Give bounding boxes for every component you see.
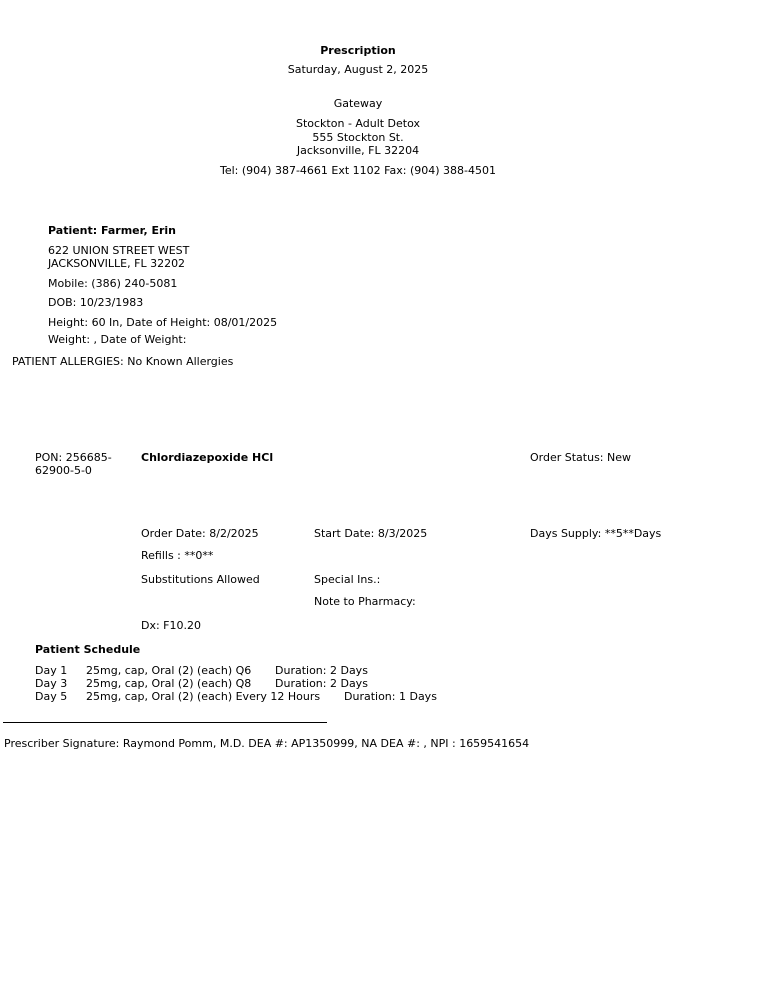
schedule-day: Day 3 — [35, 677, 68, 690]
substitutions: Substitutions Allowed — [141, 573, 260, 586]
drug-name: Chlordiazepoxide HCl — [141, 451, 274, 464]
days-supply: Days Supply: **5**Days — [530, 527, 662, 540]
schedule-day: Day 5 — [35, 690, 68, 703]
pon-label-line2: 62900-5-0 — [35, 464, 92, 477]
schedule-title: Patient Schedule — [35, 643, 141, 656]
order-status: Order Status: New — [530, 451, 632, 464]
patient-name: Patient: Farmer, Erin — [48, 224, 176, 237]
patient-height: Height: 60 In, Date of Height: 08/01/2025 — [48, 316, 278, 329]
start-date: Start Date: 8/3/2025 — [314, 527, 428, 540]
patient-address-line1: 622 UNION STREET WEST — [48, 244, 190, 257]
facility-name: Stockton - Adult Detox — [295, 117, 421, 130]
refills: Refills : **0** — [141, 549, 214, 562]
schedule-dose: 25mg, cap, Oral (2) (each) Q6 — [86, 664, 252, 677]
schedule-duration: Duration: 1 Days — [344, 690, 437, 703]
order-date: Order Date: 8/2/2025 — [141, 527, 259, 540]
patient-dob: DOB: 10/23/1983 — [48, 296, 144, 309]
note-to-pharmacy: Note to Pharmacy: — [314, 595, 416, 608]
facility-city: Jacksonville, FL 32204 — [296, 144, 420, 157]
schedule-duration: Duration: 2 Days — [275, 664, 368, 677]
patient-mobile: Mobile: (386) 240-5081 — [48, 277, 178, 290]
schedule-duration: Duration: 2 Days — [275, 677, 368, 690]
patient-weight: Weight: , Date of Weight: — [48, 333, 187, 346]
special-instructions: Special Ins.: — [314, 573, 381, 586]
facility-street: 555 Stockton St. — [312, 131, 404, 144]
schedule-dose: 25mg, cap, Oral (2) (each) Every 12 Hours — [86, 690, 321, 703]
schedule-day: Day 1 — [35, 664, 68, 677]
diagnosis-code: Dx: F10.20 — [141, 619, 202, 632]
signature-line — [3, 722, 327, 723]
pon-label-line1: PON: 256685- — [35, 451, 112, 464]
patient-allergies: PATIENT ALLERGIES: No Known Allergies — [12, 355, 234, 368]
organization-name: Gateway — [333, 97, 383, 110]
schedule-dose: 25mg, cap, Oral (2) (each) Q8 — [86, 677, 252, 690]
prescriber-signature: Prescriber Signature: Raymond Pomm, M.D. DEA #: AP1350999, NA DEA #: , NPI : 1659541654 — [4, 737, 530, 750]
facility-phone-fax: Tel: (904) 387-4661 Ext 1102 Fax: (904) 388-4501 — [220, 164, 496, 177]
patient-address-line2: JACKSONVILLE, FL 32202 — [48, 257, 186, 270]
prescription-date: Saturday, August 2, 2025 — [287, 63, 429, 76]
document-title: Prescription — [320, 44, 396, 57]
